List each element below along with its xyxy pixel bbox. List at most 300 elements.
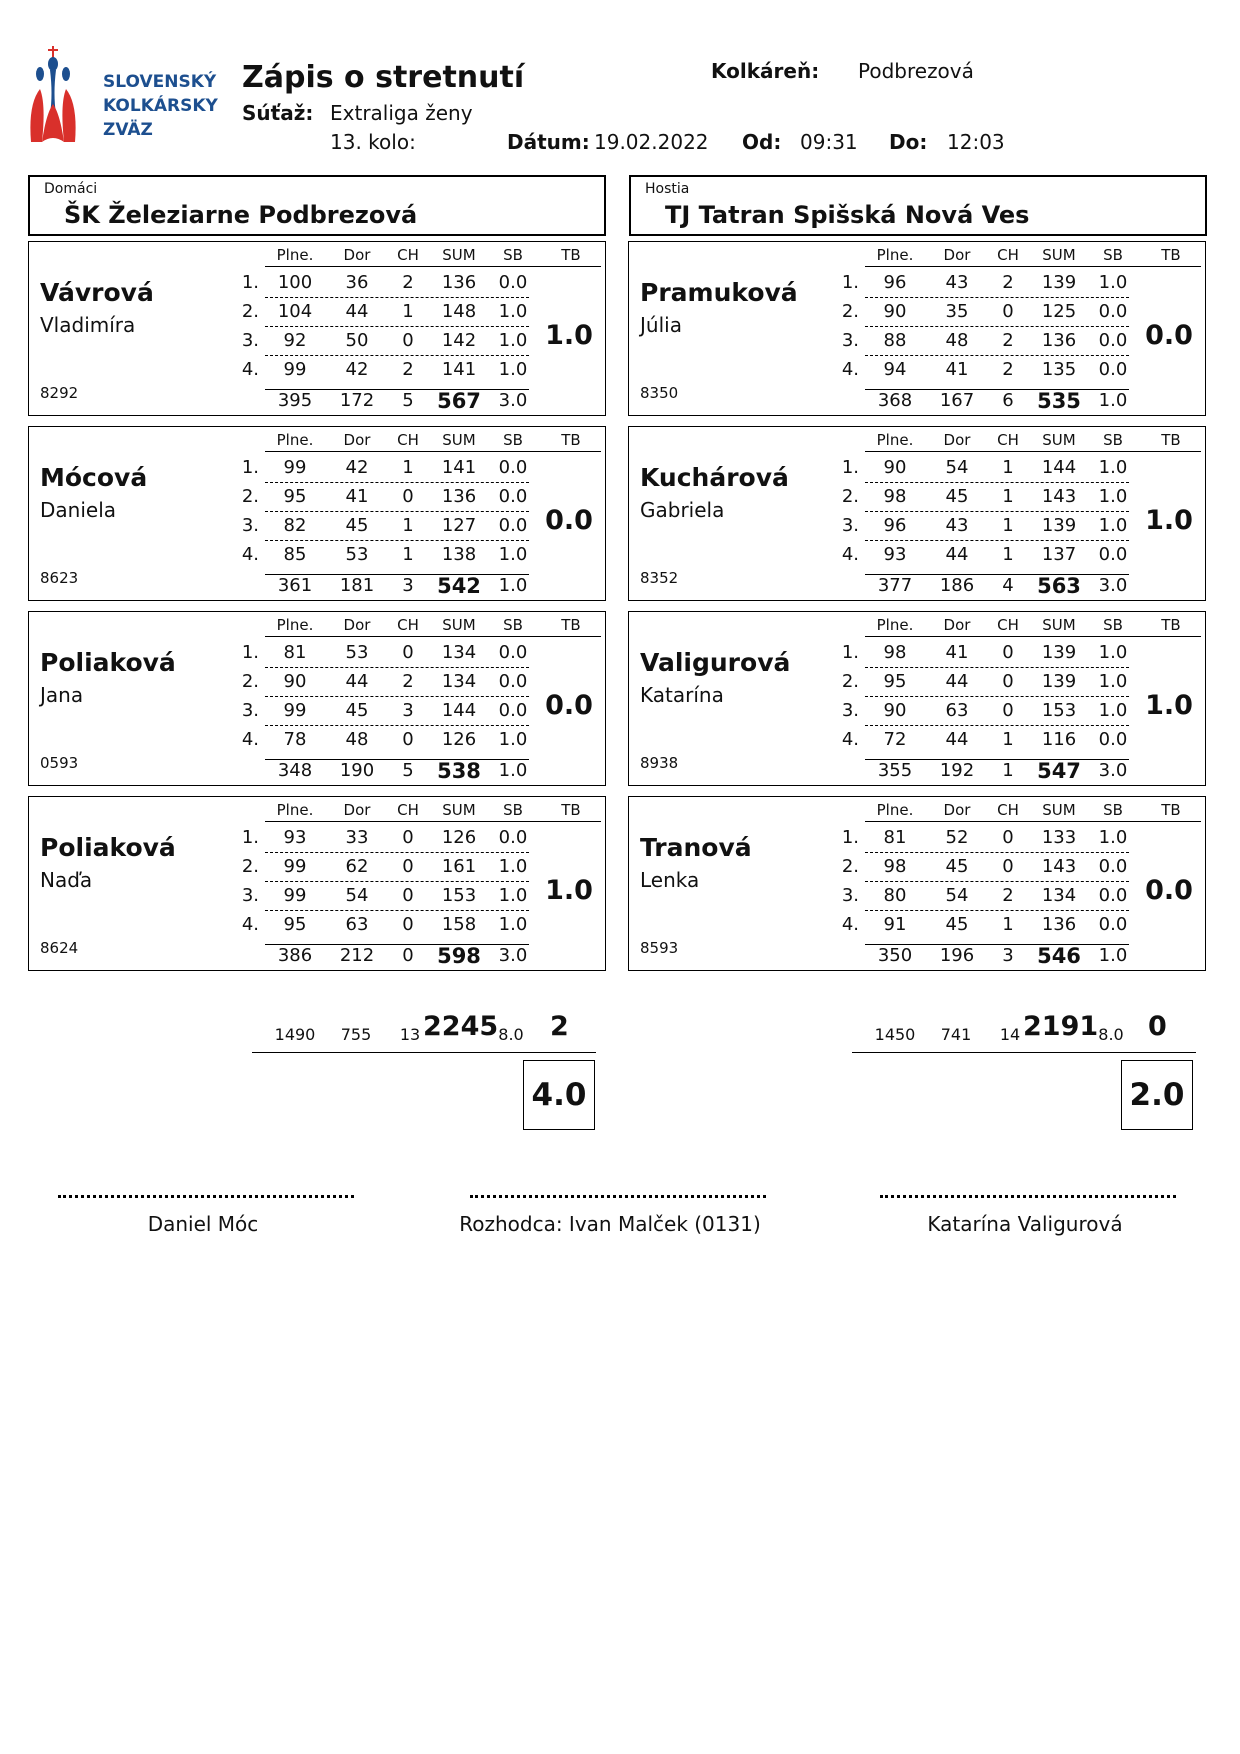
score-cell: 141 — [441, 359, 477, 380]
home-points-box: 4.0 — [523, 1060, 595, 1130]
score-cell: 82 — [283, 515, 307, 536]
column-header: SUM — [442, 431, 476, 449]
score-cell: 0.0 — [498, 486, 528, 507]
home-total-plne: 1490 — [274, 1025, 316, 1044]
score-cell: 0 — [402, 642, 414, 663]
score-cell: 1.0 — [1098, 642, 1128, 663]
player-last-name: Vávrová — [40, 278, 154, 307]
away-total-tb: 0 — [1148, 1011, 1167, 1042]
score-cell: 1.0 — [1098, 272, 1128, 293]
player-id: 8593 — [640, 939, 679, 957]
score-cell: 42 — [345, 457, 369, 478]
score-cell: 136 — [1041, 330, 1077, 351]
score-cell: 0.0 — [1098, 856, 1128, 877]
row-divider — [865, 326, 1129, 327]
row-divider — [265, 667, 529, 668]
score-cell: 141 — [441, 457, 477, 478]
column-header: SB — [503, 616, 523, 634]
total-cell: 386 — [277, 945, 313, 966]
score-cell: 1 — [1002, 544, 1014, 565]
page-title: Zápis o stretnutí — [242, 60, 525, 95]
score-cell: 2 — [1002, 885, 1014, 906]
score-cell: 0.0 — [498, 515, 528, 536]
player-tb-score: 0.0 — [1145, 320, 1193, 351]
score-cell: 2 — [1002, 272, 1014, 293]
lane-number: 1. — [841, 272, 859, 293]
score-cell: 52 — [945, 827, 969, 848]
score-cell: 139 — [1041, 671, 1077, 692]
score-cell: 143 — [1041, 486, 1077, 507]
score-cell: 148 — [441, 301, 477, 322]
score-cell: 134 — [1041, 885, 1077, 906]
score-cell: 42 — [345, 359, 369, 380]
total-cell: 5 — [402, 390, 414, 411]
total-cell: 3.0 — [1098, 760, 1128, 781]
score-cell: 0.0 — [498, 700, 528, 721]
lane-number: 3. — [241, 885, 259, 906]
score-cell: 99 — [283, 359, 307, 380]
score-cell: 93 — [283, 827, 307, 848]
score-cell: 54 — [945, 457, 969, 478]
player-first-name: Daniela — [40, 498, 117, 522]
score-cell: 1 — [1002, 515, 1014, 536]
column-header: Plne. — [876, 801, 914, 819]
away-tag: Hostia — [645, 181, 690, 197]
score-cell: 0.0 — [1098, 330, 1128, 351]
lane-number: 4. — [241, 729, 259, 750]
total-cell: 1.0 — [498, 575, 528, 596]
score-cell: 0 — [1002, 301, 1014, 322]
score-cell: 45 — [345, 515, 369, 536]
total-cell: 181 — [339, 575, 375, 596]
score-cell: 2 — [1002, 330, 1014, 351]
score-cell: 72 — [883, 729, 907, 750]
total-cell: 196 — [939, 945, 975, 966]
column-header: Dor — [343, 246, 371, 264]
score-cell: 53 — [345, 544, 369, 565]
column-header: SB — [1103, 616, 1123, 634]
total-cell: 1.0 — [1098, 945, 1128, 966]
score-cell: 96 — [883, 272, 907, 293]
row-divider — [865, 852, 1129, 853]
score-cell: 0.0 — [1098, 729, 1128, 750]
header-underline — [265, 266, 601, 267]
header-underline — [265, 451, 601, 452]
score-cell: 0.0 — [1098, 544, 1128, 565]
score-cell: 0 — [402, 486, 414, 507]
row-divider — [265, 540, 529, 541]
score-cell: 135 — [1041, 359, 1077, 380]
score-cell: 45 — [945, 486, 969, 507]
score-cell: 98 — [883, 856, 907, 877]
score-cell: 0.0 — [1098, 885, 1128, 906]
row-divider — [865, 511, 1129, 512]
header-underline — [265, 636, 601, 637]
home-total-dor: 755 — [340, 1025, 372, 1044]
home-player-card — [28, 611, 606, 786]
lane-number: 1. — [241, 642, 259, 663]
score-cell: 1 — [402, 544, 414, 565]
total-cell: 3.0 — [498, 945, 528, 966]
score-cell: 44 — [345, 301, 369, 322]
score-cell: 104 — [277, 301, 313, 322]
column-header: Plne. — [276, 246, 314, 264]
score-cell: 85 — [283, 544, 307, 565]
score-cell: 1.0 — [1098, 700, 1128, 721]
start-label: Od: — [742, 130, 782, 154]
column-header: CH — [997, 246, 1019, 264]
score-cell: 126 — [441, 729, 477, 750]
score-cell: 41 — [345, 486, 369, 507]
score-cell: 95 — [283, 914, 307, 935]
score-cell: 44 — [945, 544, 969, 565]
lane-number: 3. — [841, 885, 859, 906]
lane-number: 4. — [841, 359, 859, 380]
row-divider — [265, 881, 529, 882]
score-cell: 0.0 — [1098, 301, 1128, 322]
row-divider — [865, 667, 1129, 668]
score-cell: 158 — [441, 914, 477, 935]
column-header: SUM — [442, 616, 476, 634]
column-header: CH — [397, 246, 419, 264]
total-cell: 538 — [437, 759, 481, 783]
score-cell: 99 — [283, 856, 307, 877]
score-cell: 1.0 — [1098, 671, 1128, 692]
total-cell: 348 — [277, 760, 313, 781]
score-cell: 139 — [1041, 642, 1077, 663]
score-cell: 144 — [441, 700, 477, 721]
score-cell: 153 — [1041, 700, 1077, 721]
player-last-name: Mócová — [40, 463, 148, 492]
total-cell: 186 — [939, 575, 975, 596]
score-cell: 90 — [883, 301, 907, 322]
score-cell: 161 — [441, 856, 477, 877]
column-header: TB — [561, 431, 581, 449]
player-last-name: Poliaková — [40, 833, 176, 862]
score-cell: 99 — [283, 885, 307, 906]
score-cell: 1.0 — [1098, 515, 1128, 536]
total-cell: 1.0 — [1098, 390, 1128, 411]
score-cell: 2 — [402, 671, 414, 692]
score-cell: 127 — [441, 515, 477, 536]
row-divider — [865, 881, 1129, 882]
player-last-name: Tranová — [640, 833, 752, 862]
row-divider — [265, 852, 529, 853]
column-header: Plne. — [876, 431, 914, 449]
score-cell: 1.0 — [498, 301, 528, 322]
lane-number: 2. — [841, 486, 859, 507]
score-cell: 153 — [441, 885, 477, 906]
score-cell: 0.0 — [498, 642, 528, 663]
away-points-box: 2.0 — [1121, 1060, 1193, 1130]
total-cell: 542 — [437, 574, 481, 598]
column-header: Dor — [943, 246, 971, 264]
score-cell: 0 — [402, 827, 414, 848]
date-label: Dátum: — [507, 130, 590, 154]
total-cell: 172 — [339, 390, 375, 411]
score-cell: 98 — [883, 486, 907, 507]
player-id: 8938 — [640, 754, 679, 772]
score-cell: 45 — [345, 700, 369, 721]
score-cell: 136 — [1041, 914, 1077, 935]
score-cell: 2 — [1002, 359, 1014, 380]
column-header: Plne. — [276, 431, 314, 449]
header-underline — [865, 821, 1201, 822]
score-cell: 98 — [883, 642, 907, 663]
start-value: 09:31 — [800, 130, 858, 154]
score-cell: 99 — [283, 700, 307, 721]
signature-referee: Rozhodca: Ivan Malček (0131) — [459, 1212, 761, 1236]
column-header: SUM — [442, 246, 476, 264]
row-divider — [265, 910, 529, 911]
score-cell: 1.0 — [498, 330, 528, 351]
player-id: 8624 — [40, 939, 79, 957]
home-total-sum: 2245 — [423, 1011, 499, 1042]
away-total-sum: 2191 — [1023, 1011, 1099, 1042]
lane-number: 4. — [841, 729, 859, 750]
score-cell: 48 — [945, 330, 969, 351]
score-cell: 88 — [883, 330, 907, 351]
score-cell: 44 — [945, 729, 969, 750]
lane-number: 2. — [841, 671, 859, 692]
column-header: SUM — [442, 801, 476, 819]
lane-number: 2. — [241, 671, 259, 692]
total-cell: 563 — [1037, 574, 1081, 598]
column-header: TB — [561, 616, 581, 634]
total-cell: 377 — [877, 575, 913, 596]
kolkaren-value: Podbrezová — [858, 59, 974, 83]
score-cell: 1.0 — [498, 729, 528, 750]
score-cell: 95 — [883, 671, 907, 692]
column-header: SUM — [1042, 431, 1076, 449]
score-cell: 90 — [283, 671, 307, 692]
score-cell: 1 — [1002, 457, 1014, 478]
end-label: Do: — [889, 130, 928, 154]
player-tb-score: 1.0 — [1145, 690, 1193, 721]
score-cell: 33 — [345, 827, 369, 848]
row-divider — [865, 355, 1129, 356]
score-cell: 81 — [883, 827, 907, 848]
total-cell: 3 — [1002, 945, 1014, 966]
column-header: TB — [1161, 246, 1181, 264]
away-total-dor: 741 — [940, 1025, 972, 1044]
column-header: SUM — [1042, 801, 1076, 819]
row-divider — [265, 482, 529, 483]
total-cell: 0 — [402, 945, 414, 966]
lane-number: 3. — [841, 515, 859, 536]
signature-line-away — [880, 1195, 1176, 1198]
player-tb-score: 1.0 — [1145, 505, 1193, 536]
score-cell: 1 — [1002, 914, 1014, 935]
score-cell: 139 — [1041, 272, 1077, 293]
row-divider — [265, 355, 529, 356]
score-cell: 41 — [945, 359, 969, 380]
score-cell: 45 — [945, 914, 969, 935]
score-cell: 63 — [345, 914, 369, 935]
home-player-card — [28, 796, 606, 971]
score-cell: 133 — [1041, 827, 1077, 848]
lane-number: 2. — [841, 301, 859, 322]
score-cell: 137 — [1041, 544, 1077, 565]
score-cell: 1 — [402, 457, 414, 478]
total-cell: 535 — [1037, 389, 1081, 413]
player-tb-score: 1.0 — [545, 875, 593, 906]
score-cell: 1.0 — [1098, 457, 1128, 478]
score-cell: 54 — [945, 885, 969, 906]
score-cell: 90 — [883, 700, 907, 721]
away-player-card — [628, 611, 1206, 786]
score-cell: 91 — [883, 914, 907, 935]
score-cell: 0 — [1002, 671, 1014, 692]
away-total-sb: 8.0 — [1098, 1025, 1124, 1044]
score-cell: 93 — [883, 544, 907, 565]
score-cell: 1.0 — [498, 544, 528, 565]
score-cell: 0 — [402, 885, 414, 906]
row-divider — [265, 326, 529, 327]
score-cell: 80 — [883, 885, 907, 906]
player-first-name: Júlia — [640, 313, 682, 337]
column-header: SB — [1103, 431, 1123, 449]
lane-number: 3. — [241, 330, 259, 351]
lane-number: 2. — [241, 856, 259, 877]
lane-number: 4. — [241, 544, 259, 565]
score-cell: 142 — [441, 330, 477, 351]
score-cell: 136 — [441, 486, 477, 507]
date-value: 19.02.2022 — [594, 130, 709, 154]
home-total-ch: 13 — [399, 1025, 421, 1044]
column-header: SB — [1103, 246, 1123, 264]
away-player-card — [628, 241, 1206, 416]
row-divider — [865, 696, 1129, 697]
score-cell: 116 — [1041, 729, 1077, 750]
score-cell: 2 — [402, 272, 414, 293]
home-player-card — [28, 426, 606, 601]
score-cell: 43 — [945, 515, 969, 536]
player-tb-score: 1.0 — [545, 320, 593, 351]
column-header: SB — [1103, 801, 1123, 819]
score-cell: 144 — [1041, 457, 1077, 478]
score-cell: 126 — [441, 827, 477, 848]
player-id: 0593 — [40, 754, 79, 772]
lane-number: 4. — [841, 544, 859, 565]
end-value: 12:03 — [947, 130, 1005, 154]
total-cell: 6 — [1002, 390, 1014, 411]
score-cell: 1.0 — [498, 359, 528, 380]
away-total-ch: 14 — [999, 1025, 1021, 1044]
score-cell: 48 — [345, 729, 369, 750]
score-cell: 143 — [1041, 856, 1077, 877]
away-player-card — [628, 796, 1206, 971]
home-team-box — [28, 175, 606, 236]
row-divider — [265, 511, 529, 512]
home-total-line — [252, 1052, 596, 1053]
home-team-name: ŠK Železiarne Podbrezová — [64, 201, 418, 229]
column-header: CH — [997, 801, 1019, 819]
score-cell: 136 — [441, 272, 477, 293]
total-cell: 547 — [1037, 759, 1081, 783]
lane-number: 4. — [241, 914, 259, 935]
total-cell: 190 — [339, 760, 375, 781]
column-header: SB — [503, 431, 523, 449]
away-team-box — [629, 175, 1207, 236]
total-cell: 212 — [339, 945, 375, 966]
score-cell: 36 — [345, 272, 369, 293]
lane-number: 1. — [241, 827, 259, 848]
player-last-name: Valigurová — [640, 648, 791, 677]
sutaz-label: Súťaž: — [242, 101, 314, 125]
total-cell: 192 — [939, 760, 975, 781]
header-underline — [865, 451, 1201, 452]
score-cell: 134 — [441, 671, 477, 692]
total-cell: 361 — [277, 575, 313, 596]
total-cell: 567 — [437, 389, 481, 413]
away-total-line — [852, 1052, 1196, 1053]
score-cell: 0 — [1002, 856, 1014, 877]
score-cell: 0.0 — [498, 671, 528, 692]
score-cell: 41 — [945, 642, 969, 663]
lane-number: 1. — [241, 457, 259, 478]
score-cell: 63 — [945, 700, 969, 721]
total-cell: 355 — [877, 760, 913, 781]
home-player-card — [28, 241, 606, 416]
header-underline — [865, 266, 1201, 267]
score-cell: 134 — [441, 642, 477, 663]
column-header: Plne. — [876, 616, 914, 634]
column-header: SB — [503, 246, 523, 264]
column-header: Plne. — [276, 801, 314, 819]
score-cell: 96 — [883, 515, 907, 536]
score-cell: 1 — [402, 301, 414, 322]
score-cell: 100 — [277, 272, 313, 293]
row-divider — [865, 910, 1129, 911]
total-cell: 3 — [402, 575, 414, 596]
player-id: 8350 — [640, 384, 679, 402]
column-header: TB — [561, 246, 581, 264]
score-cell: 78 — [283, 729, 307, 750]
total-cell: 3.0 — [1098, 575, 1128, 596]
column-header: TB — [561, 801, 581, 819]
row-divider — [865, 725, 1129, 726]
score-cell: 0 — [1002, 827, 1014, 848]
round-label: 13. kolo: — [330, 130, 416, 154]
score-cell: 1.0 — [498, 885, 528, 906]
total-cell: 598 — [437, 944, 481, 968]
score-cell: 90 — [883, 457, 907, 478]
score-cell: 81 — [283, 642, 307, 663]
score-cell: 1.0 — [498, 914, 528, 935]
row-divider — [265, 696, 529, 697]
player-id: 8352 — [640, 569, 679, 587]
score-cell: 45 — [945, 856, 969, 877]
score-cell: 139 — [1041, 515, 1077, 536]
lane-number: 1. — [841, 457, 859, 478]
column-header: SB — [503, 801, 523, 819]
score-cell: 0.0 — [1098, 359, 1128, 380]
score-cell: 99 — [283, 457, 307, 478]
total-cell: 4 — [1002, 575, 1014, 596]
player-first-name: Jana — [40, 683, 84, 707]
row-divider — [265, 725, 529, 726]
column-header: CH — [397, 616, 419, 634]
logo-text: SLOVENSKÝ KOLKÁRSKY ZVÄZ — [103, 72, 218, 140]
score-cell: 54 — [345, 885, 369, 906]
score-cell: 125 — [1041, 301, 1077, 322]
lane-number: 3. — [841, 700, 859, 721]
away-team-name: TJ Tatran Spišská Nová Ves — [665, 201, 1030, 229]
lane-number: 4. — [841, 914, 859, 935]
player-first-name: Vladimíra — [40, 313, 136, 337]
lane-number: 2. — [241, 301, 259, 322]
